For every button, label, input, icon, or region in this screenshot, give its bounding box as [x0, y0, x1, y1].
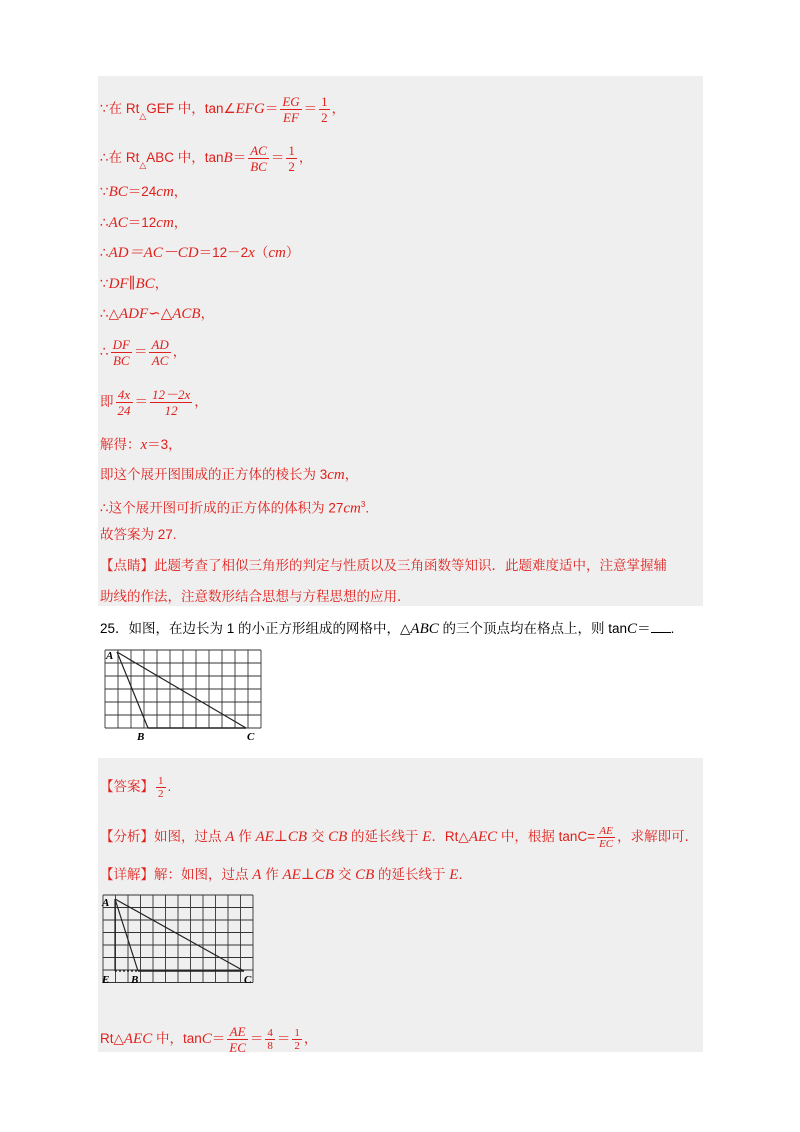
line-9: 即 $\frac{4x}{24}$ ＝ $\frac{12-2x}{12}$ ， — [100, 387, 208, 418]
question-25: 25．如图，在边长为 1 的小正方形组成的网格中，△ABC 的三个顶点均在格点上，则 tanC＝ . — [100, 621, 675, 637]
line-5: ∴AD＝AC－CD＝12－2x（cm） — [100, 245, 300, 261]
line-8: ∴ $\frac{DF}{BC}$ ＝ $\frac{AD}{AC}$ ， — [100, 337, 187, 368]
grid-figure-1 — [100, 646, 262, 746]
final-line: Rt△AEC 中，tanC＝ $\frac{AE}{EC}$ ＝ $\frac{4}{8}$ ＝ $\frac{1}{2}$ ， — [100, 1024, 318, 1055]
label-c: C — [244, 974, 252, 986]
line-12: ∴这个展开图可折成的正方体的体积为 $27cm^3$. — [100, 500, 370, 517]
label-b: B — [131, 974, 139, 986]
detail-line: 【详解】解：如图，过点 A 作 AE⊥CB 交 CB 的延长线于 E． — [100, 867, 472, 883]
label-a: A — [106, 650, 114, 662]
grid-figure-2 — [98, 891, 260, 991]
line-10: 解得：x＝3， — [100, 437, 182, 453]
comment-line-2: 助线的作法，注意数形结合思想与方程思想的应用． — [100, 589, 411, 604]
line-3: ∵BC＝24cm， — [100, 184, 188, 200]
line-6: ∵DF∥BC， — [100, 276, 169, 292]
label-b: B — [137, 731, 145, 743]
line-13: 故答案为 27. — [100, 527, 177, 542]
label-e: E — [102, 974, 110, 986]
line-11: 即这个展开图围成的正方体的棱长为 3cm， — [100, 467, 359, 483]
label-a: A — [102, 897, 110, 909]
line-4: ∴AC＝12cm， — [100, 215, 188, 231]
answer-line: 【答案】 $\frac{1}{2}$ . — [100, 775, 172, 800]
analysis-line: 【分析】如图，过点 A 作 AE⊥CB 交 CB 的延长线于 E．Rt△AEC 中，根据 tanC= $\frac{AE}{EC}$ ，求解即可． — [100, 825, 699, 850]
comment-line-1: 【点睛】此题考查了相似三角形的判定与性质以及三角函数等知识．此题难度适中，注意掌握辅 — [100, 558, 667, 573]
label-c: C — [247, 731, 255, 743]
line-1: ∵在 $Rt_\triangle GEF$ 中，tan∠EFG＝ $\frac{EG}{EF}$ ＝ $\frac{1}{2}$ ， — [100, 94, 346, 125]
line-2: ∴在 $Rt_\triangle ABC$ 中，tanB＝ $\frac{AC}{BC}$ ＝ $\frac{1}{2}$ ， — [100, 143, 313, 174]
line-7: ∴△ADF∽△ACB， — [100, 306, 215, 322]
